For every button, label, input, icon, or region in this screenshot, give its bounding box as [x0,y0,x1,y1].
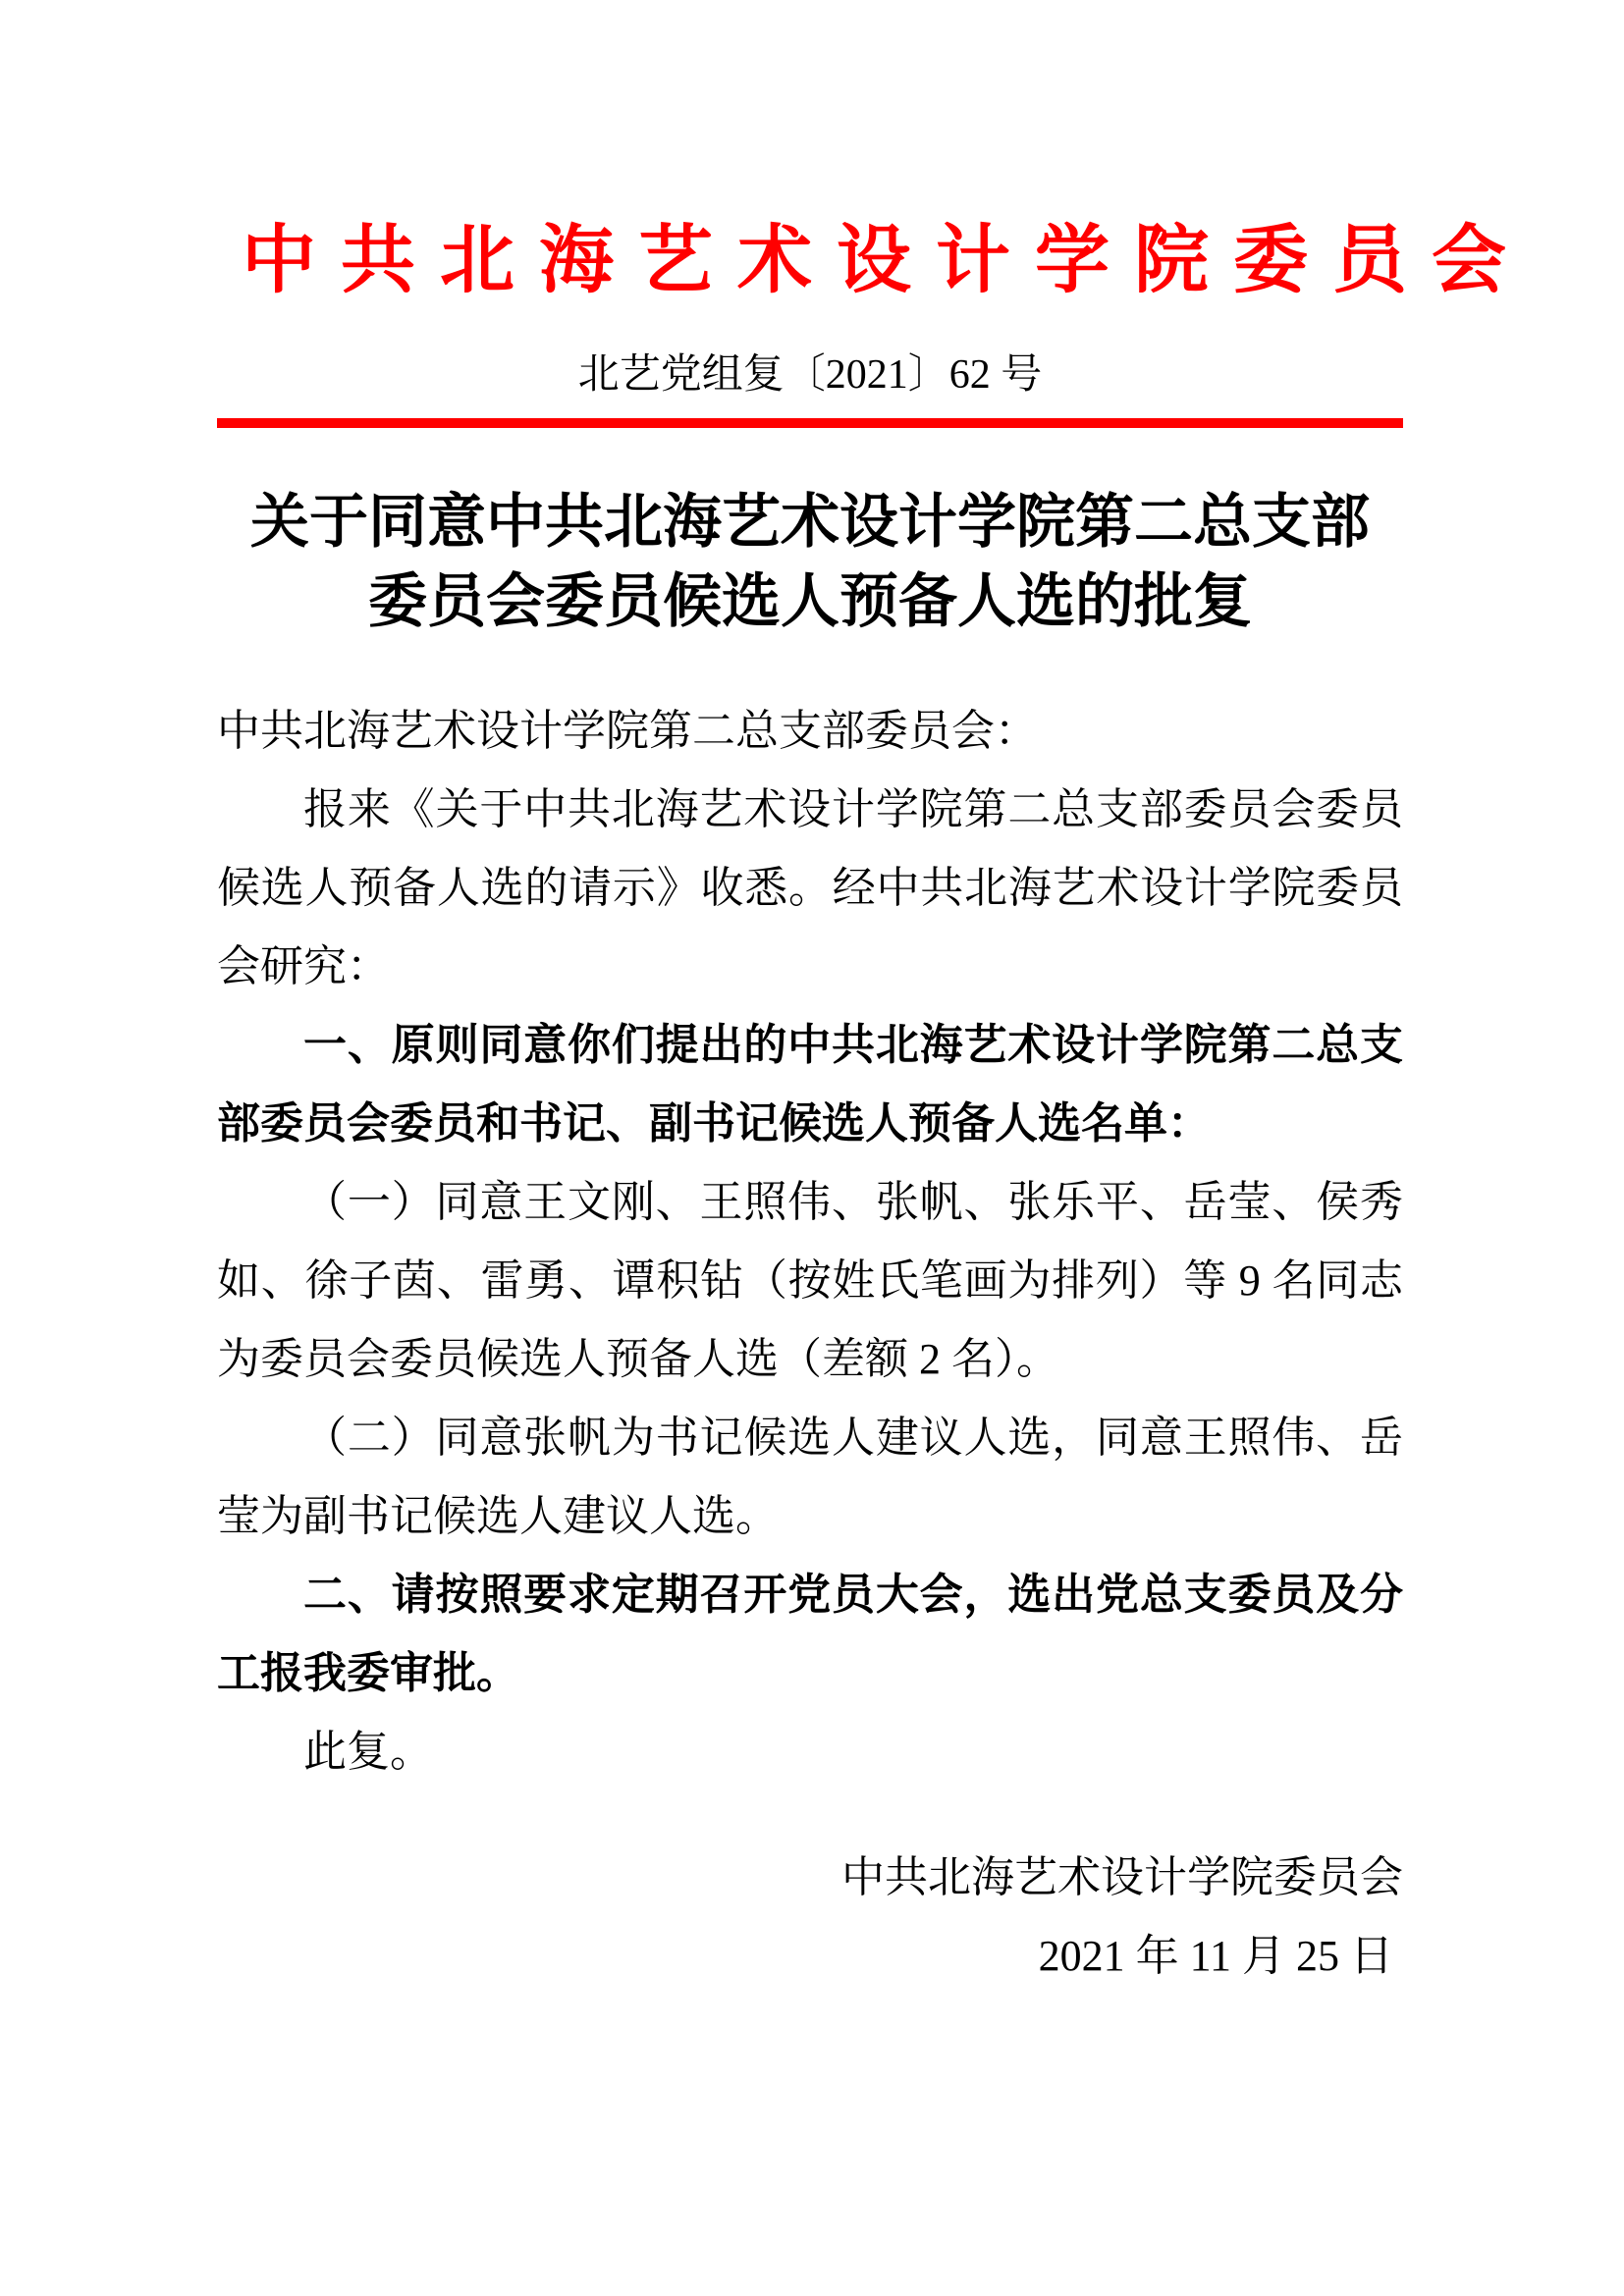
paragraph-item-1-sub-2: （二）同意张帆为书记候选人建议人选，同意王照伟、岳莹为副书记候选人建议人选。 [217,1414,1403,1540]
signature-date: 2021 年 11 月 25 日 [1038,1932,1393,1980]
paragraph-item-1-sub-1: （一）同意王文刚、王照伟、张帆、张乐平、岳莹、侯秀如、徐子茵、雷勇、谭积钻（按姓氏笔画为排列）等 9 名同志为委员会委员候选人预备人选（差额 2 名）。 [217,1178,1403,1383]
document-title-line-1: 关于同意中共北海艺术设计学院第二总支部 [250,490,1370,555]
paragraph-intro: 报来《关于中共北海艺术设计学院第二总支部委员会委员候选人预备人选的请示》收悉。经中共北海艺术设计学院委员会研究： [217,785,1403,990]
closing-phrase: 此复。 [303,1728,433,1776]
letterhead-divider-rule [217,418,1403,428]
document-body [217,692,1403,1791]
document-content [217,0,1531,1996]
document-title-line-2: 委员会委员候选人预备人选的批复 [368,569,1252,634]
signature-block [217,1839,1403,1996]
salutation: 中共北海艺术设计学院第二总支部委员会： [217,707,1038,755]
letterhead-org-name: 中共北海艺术设计学院委员会 [242,220,1531,302]
document-title [217,483,1403,642]
paragraph-item-2: 二、请按照要求定期召开党员大会，选出党总支委员及分工报我委审批。 [217,1571,1403,1697]
signature-org-name: 中共北海艺术设计学院委员会 [841,1853,1403,1901]
paragraph-item-1: 一、原则同意你们提出的中共北海艺术设计学院第二总支部委员会委员和书记、副书记候选人预备人选名单： [217,1021,1403,1148]
document-number: 北艺党组复〔2021〕62 号 [577,352,1043,398]
